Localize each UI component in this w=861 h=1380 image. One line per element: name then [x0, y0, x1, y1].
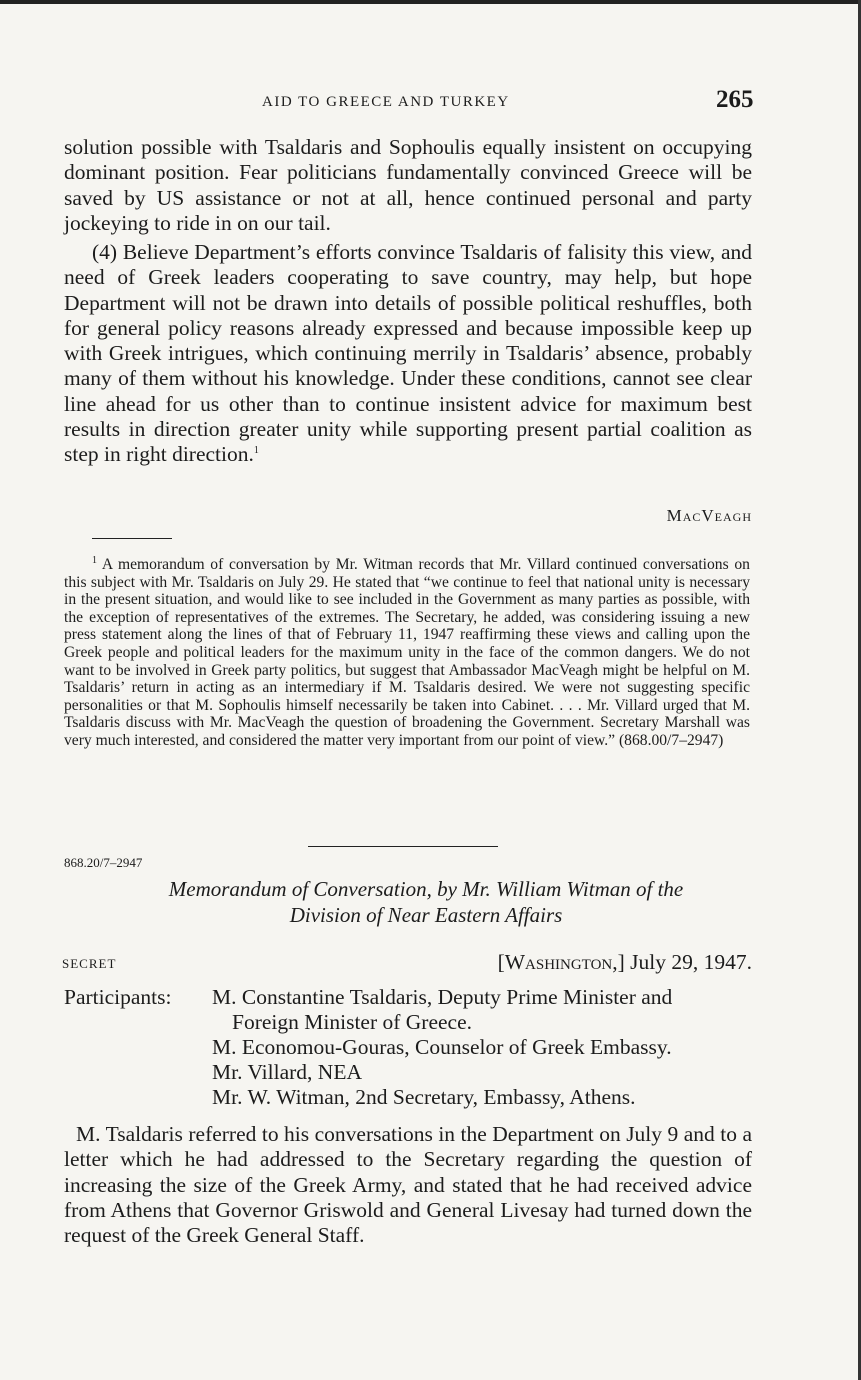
participant-3: Mr. Villard, NEA	[212, 1060, 362, 1084]
footnote-text: A memorandum of conversation by Mr. Witman records that Mr. Villard continued conversations on this subject with Mr. Tsaldaris on July 29. He stated that “we continue to feel that national unity is necessary in the present situation, and would like to see included in the Government as many parties as possible, with the exception of representatives of the extremes. The Secretary, he added, was considering issuing a new press statement along the lines of that of February 11, 1947 reaffirming these views and calling upon the Greek people and political leaders for the maximum unity in the face of the common dangers. We do not want to be involved in Greek party politics, but suggest that Ambassador MacVeagh might be helpful on M. Tsaldaris’ return in acting as an intermediary if M. Tsaldaris desired. We were not suggesting specific personalities or that M. Sophoulis himself necessarily be taken into Cabinet. . . . Mr. Villard urged that M. Tsaldaris discuss with Mr. MacVeagh the question of broadening the Government. Secretary Marshall was very much interested, and considered the matter very important from our point of view.” (868.00/7–2947)	[64, 556, 750, 749]
footnote-divider	[92, 538, 172, 539]
dateline	[444, 950, 752, 975]
page-number: 265	[716, 86, 754, 113]
footnote	[64, 556, 750, 750]
place: [Washington,]	[497, 950, 625, 974]
running-title: AID TO GREECE AND TURKEY	[262, 94, 510, 110]
paragraph-4	[64, 240, 752, 468]
document-title	[64, 876, 788, 928]
top-border	[0, 0, 861, 4]
date: July 29, 1947.	[630, 950, 752, 974]
paragraph-4-text: (4) Believe Department’s efforts convince Tsaldaris of falisity this view, and need of Greek leaders cooperating to save country, may help, but hope Department will not be drawn into details of possible political reshuffles, both for general policy reasons already expressed and because impossible keep up with Greek intrigues, which continuing merrily in Tsaldaris’ absence, probably many of them without his knowledge. Under these conditions, cannot see clear line ahead for us other than to continue insistent advice for maximum best results in direction greater unity while supporting present partial coalition as step in right direction.	[64, 240, 752, 467]
signature: MacVeagh	[666, 506, 752, 525]
footnote-reference: 1	[253, 445, 259, 457]
participant-1-continued: Foreign Minister of Greece.	[232, 1010, 473, 1034]
participant-2: M. Economou-Gouras, Counselor of Greek Embassy.	[212, 1035, 672, 1059]
classification-label: SECRET	[62, 956, 117, 971]
document-title-line-1: Memorandum of Conversation, by Mr. William Witman of the	[168, 877, 684, 901]
participant-1: M. Constantine Tsaldaris, Deputy Prime Minister and	[212, 985, 673, 1009]
section-divider	[308, 846, 498, 847]
participant-4: Mr. W. Witman, 2nd Secretary, Embassy, Athens.	[212, 1085, 636, 1109]
page-header	[64, 86, 753, 126]
document-number: 868.20/7–2947	[64, 855, 143, 870]
paragraph-continuation: solution possible with Tsaldaris and Sophoulis equally insistent on occupying dominant position. Fear politicians fundamentally convinced Greece will be saved by US assistance or not at all, hence continued personal and party jockeying to ride in on our tail.	[64, 135, 752, 235]
document-title-line-2: Division of Near Eastern Affairs	[289, 903, 563, 927]
participants-label: Participants:	[64, 985, 172, 1009]
paragraph-memorandum: M. Tsaldaris referred to his conversations in the Department on July 9 and to a letter which he had addressed to the Secretary regarding the question of increasing the size of the Greek Army, and stated that he had received advice from Athens that Governor Griswold and General Livesay had turned down the request of the Greek General Staff.	[64, 1122, 752, 1248]
footnote-marker: 1	[92, 554, 97, 566]
